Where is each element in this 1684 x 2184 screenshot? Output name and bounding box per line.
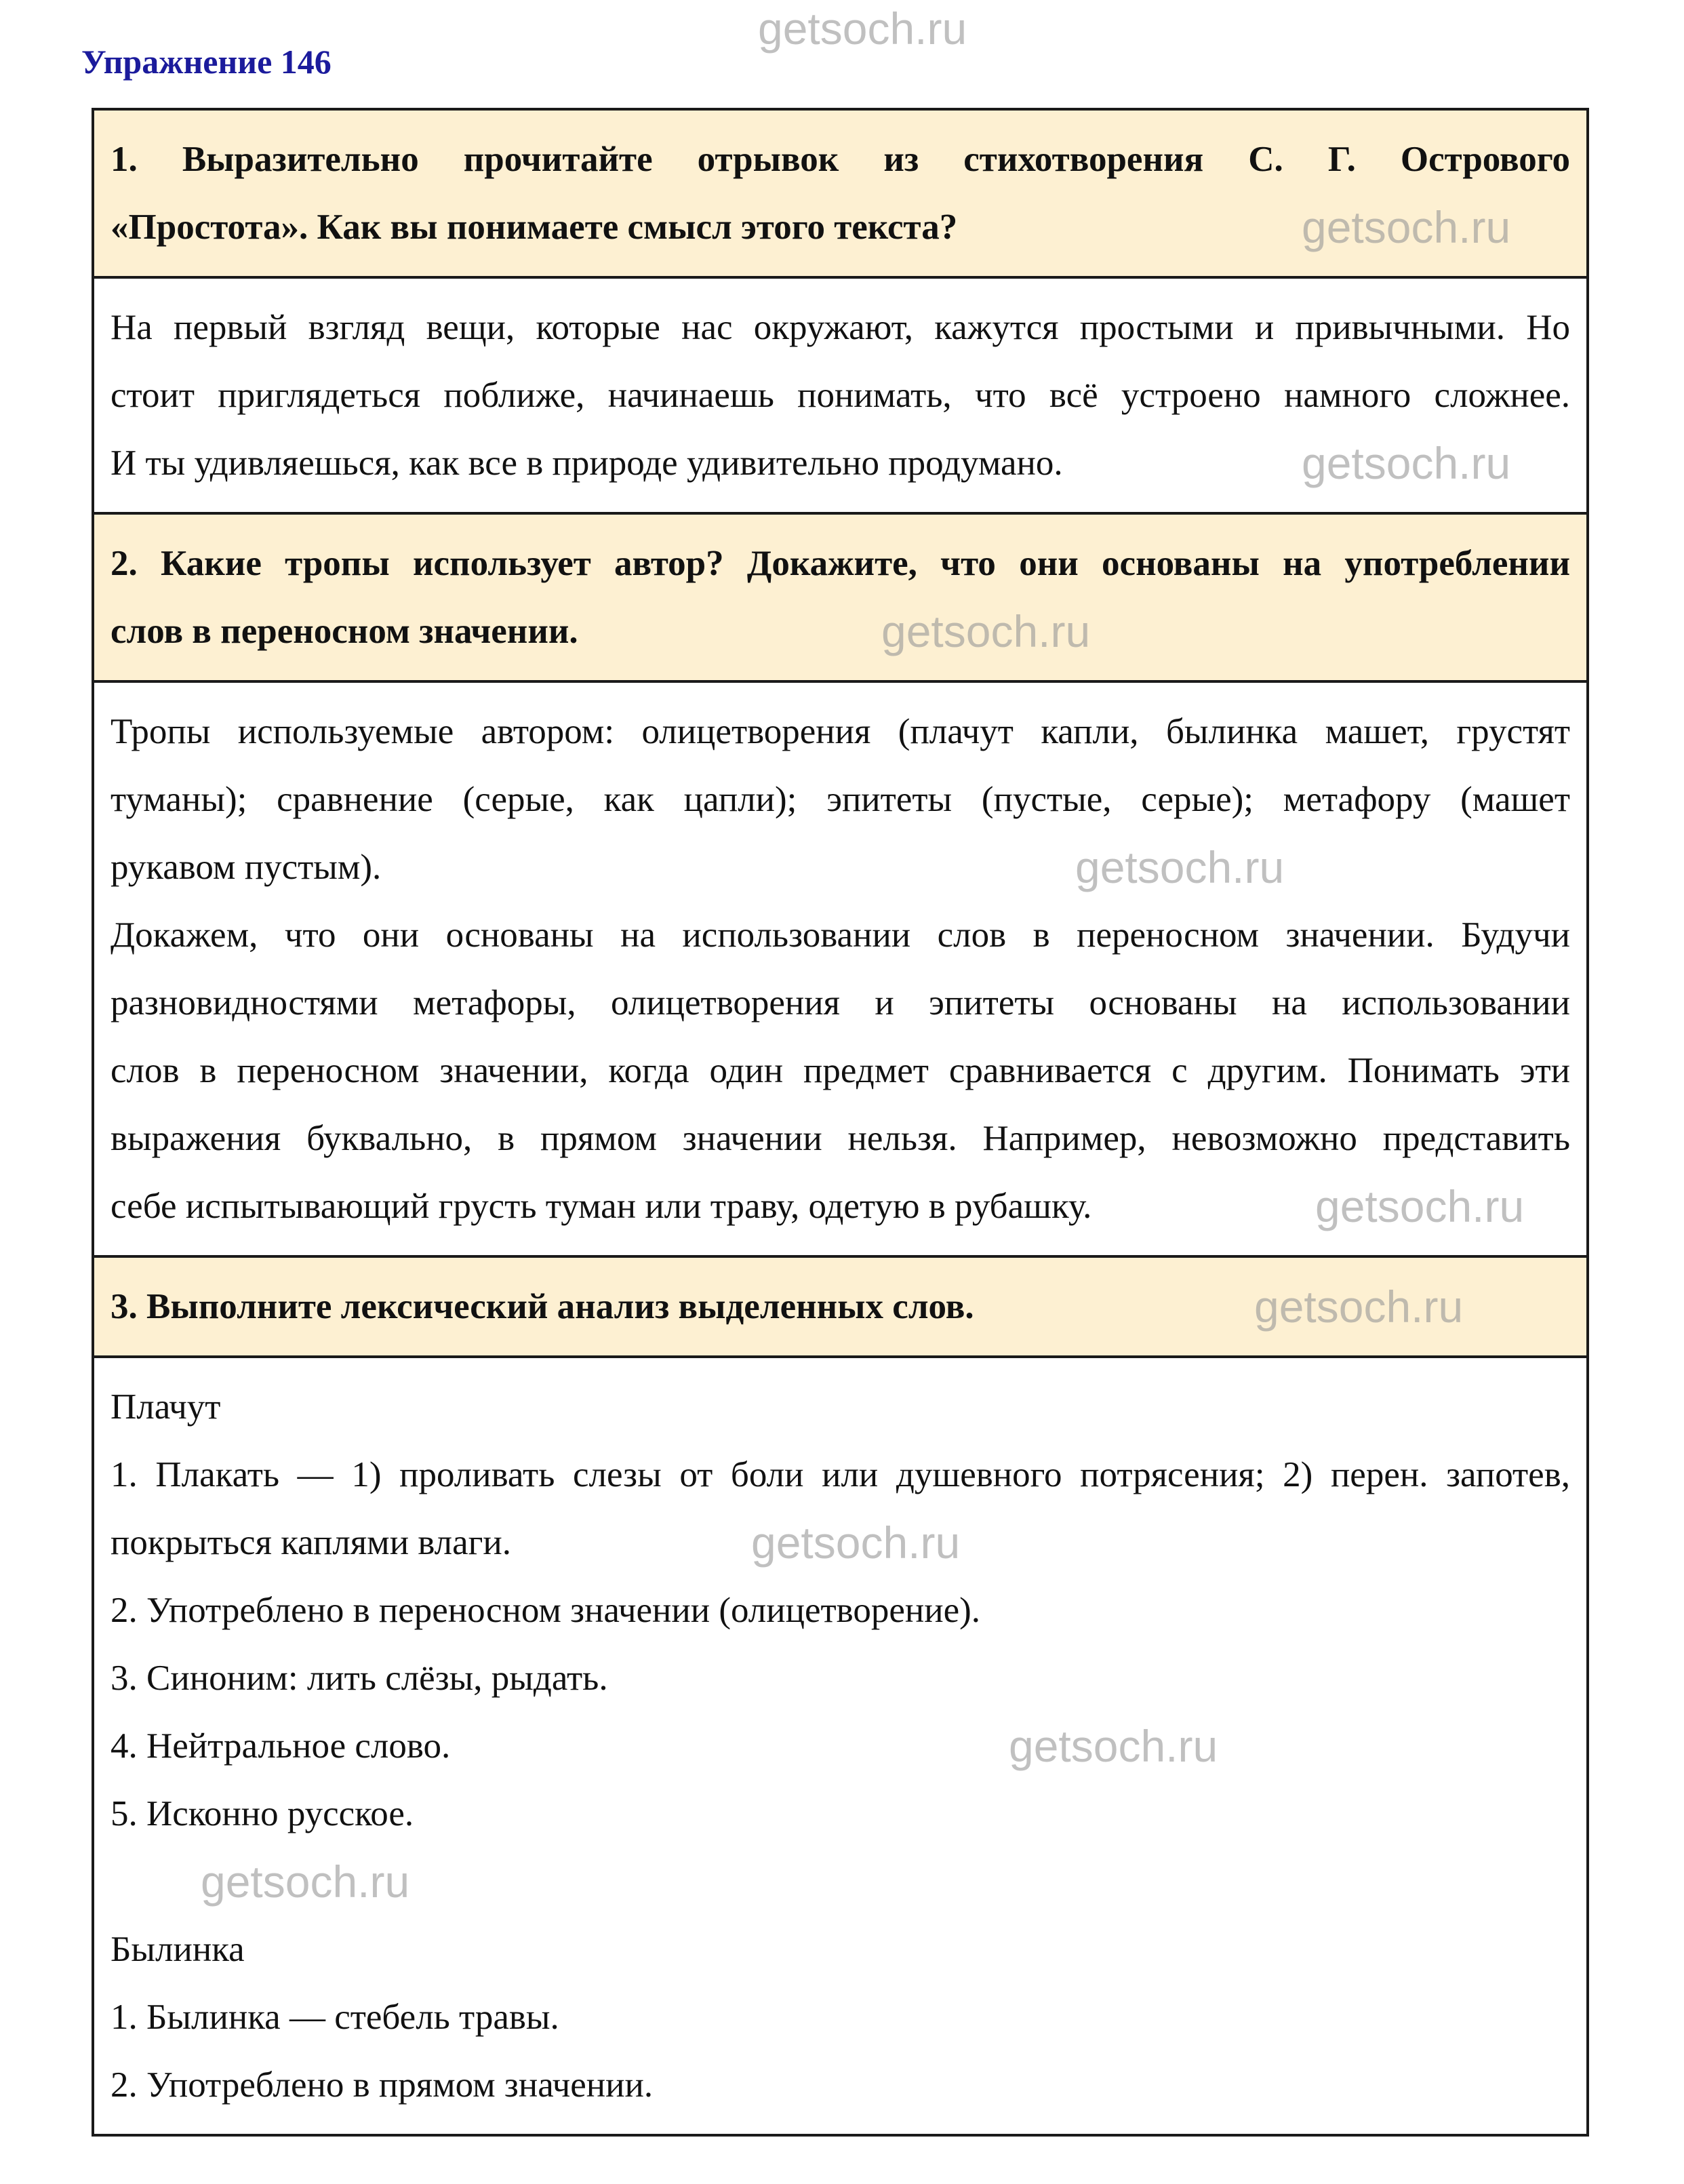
answer-text-line: Плачут [111, 1387, 221, 1427]
watermark: getsoch.ru [1254, 1282, 1464, 1332]
answer-text-line: Тропы используемые автором: олицетворения (плачут капли, былинка машет, грустят [111, 712, 1570, 751]
answer-text-line: разновидностями метафоры, олицетворения и эпитеты основаны на использовании [111, 983, 1570, 1022]
answer-text-line: 1. Плакать — 1) проливать слезы от боли или душевного потрясения; 2) перен. запотев, [111, 1455, 1570, 1494]
question-text-line: «Простота». Как вы понимаете смысл этого текста? [111, 207, 958, 247]
answer-cell [94, 1355, 1586, 2134]
answer-text-line: Былинка [111, 1930, 245, 1969]
answer-text-line: рукавом пустым). [111, 848, 382, 887]
watermark: getsoch.ru [881, 606, 1091, 656]
watermark: getsoch.ru [1075, 842, 1285, 892]
question-text-line: 3. Выполните лексический анализ выделенных слов. [111, 1287, 974, 1326]
question-text-line: 2. Какие тропы использует автор? Докажите, что они основаны на употреблении [111, 544, 1570, 583]
question-cell [94, 512, 1586, 680]
watermark: getsoch.ru [1302, 202, 1511, 252]
answer-cell [94, 276, 1586, 512]
answer-text-line: покрыться каплями влаги. [111, 1523, 511, 1562]
answer-text-line: Докажем, что они основаны на использовании слов в переносном значении. Будучи [111, 915, 1570, 955]
question-cell [94, 111, 1586, 276]
watermark: getsoch.ru [1302, 438, 1511, 488]
answer-text-line: 2. Употреблено в прямом значении. [111, 2065, 654, 2105]
answer-text-line: 2. Употреблено в переносном значении (олицетворение). [111, 1591, 980, 1630]
answer-text-line: 4. Нейтральное слово. [111, 1726, 451, 1766]
answer-text-line: выражения буквально, в прямом значении нельзя. Например, невозможно представить [111, 1119, 1570, 1158]
answer-text-line: 1. Былинка — стебель травы. [111, 1998, 559, 2037]
question-text-line: 1. Выразительно прочитайте отрывок из стихотворения С. Г. Острового [111, 140, 1570, 179]
watermark: getsoch.ru [1315, 1181, 1525, 1231]
answer-text-line: стоит приглядеться поближе, начинаешь понимать, что всё устроено намного сложнее. [111, 376, 1570, 415]
question-cell [94, 1255, 1586, 1355]
question-text-line: слов в переносном значении. [111, 612, 578, 651]
watermark: getsoch.ru [201, 1857, 410, 1907]
answer-cell [94, 680, 1586, 1255]
answer-text-line: 5. Исконно русское. [111, 1794, 414, 1833]
answer-text-line: себе испытывающий грусть туман или траву, одетую в рубашку. [111, 1187, 1092, 1226]
watermark: getsoch.ru [751, 1517, 961, 1568]
answer-text-line: туманы); сравнение (серые, как цапли); эпитеты (пустые, серые); метафору (машет [111, 780, 1570, 819]
answer-text-line: слов в переносном значении, когда один предмет сравнивается с другим. Понимать эти [111, 1051, 1570, 1090]
answer-text-line: И ты удивляешься, как все в природе удивительно продумано. [111, 443, 1063, 483]
answer-text-line: На первый взгляд вещи, которые нас окружают, кажутся простыми и привычными. Но [111, 308, 1570, 347]
answer-text-line: 3. Синоним: лить слёзы, рыдать. [111, 1659, 608, 1698]
exercise-table [92, 108, 1589, 2137]
exercise-title: Упражнение 146 [81, 43, 332, 81]
watermark: getsoch.ru [1009, 1721, 1218, 1771]
watermark: getsoch.ru [758, 3, 967, 54]
